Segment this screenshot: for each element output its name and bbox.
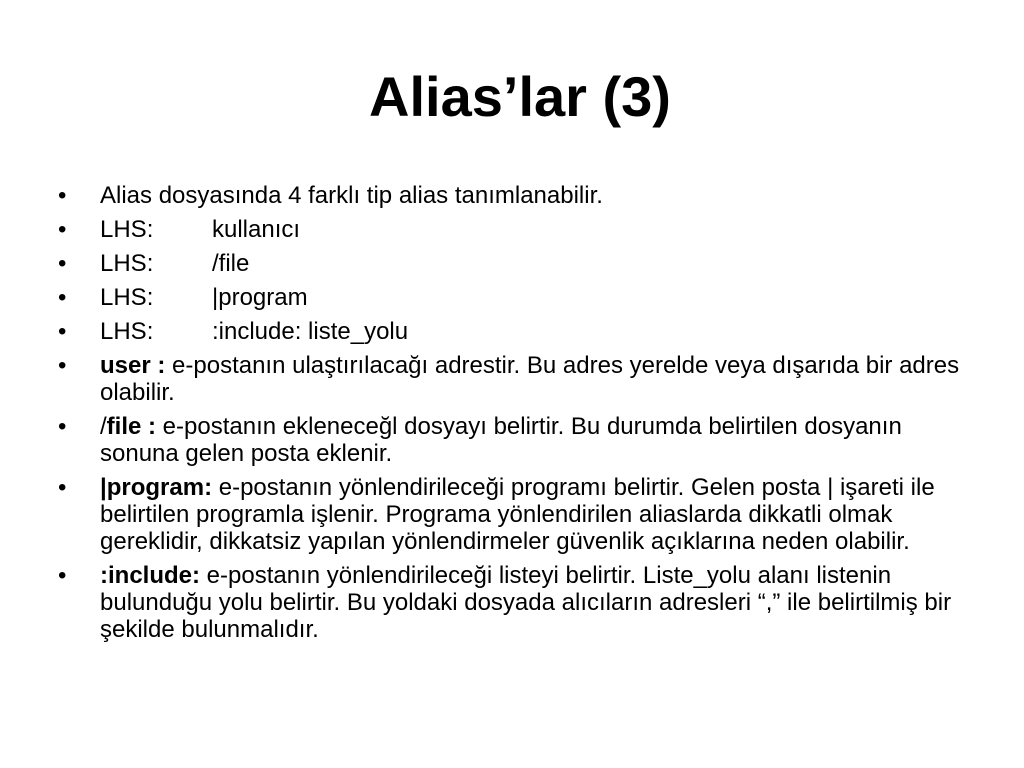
term-include: :include: [100, 562, 200, 589]
list-item [58, 216, 968, 243]
list-item [58, 182, 968, 209]
list-item [58, 352, 968, 406]
bullet-icon: • [58, 216, 67, 243]
lhs-value: |program [212, 284, 308, 311]
lhs-label: LHS: [100, 216, 154, 243]
bullet-icon: • [58, 250, 67, 277]
lhs-label: LHS: [100, 318, 154, 345]
term-description: e-postanın yönlendirileceği programı belirtir. Gelen posta | işareti ile belirtilen programla işlenir. Programa yönlendirilen aliaslarda dikkatli olmak gereklidir, dikkatsiz yapılan yönlendirmeler güvenlik açıklarına neden olabilir. [100, 474, 935, 555]
bullet-icon: • [58, 413, 67, 440]
bullet-icon: • [58, 318, 67, 345]
list-item [58, 250, 968, 277]
slide-title: Alias’lar (3) [369, 65, 671, 128]
list-item [58, 413, 968, 467]
term-description: e-postanın ekleneceğl dosyayı belirtir. Bu durumda belirtilen dosyanın sonuna gelen posta eklenir. [100, 413, 902, 467]
term-description: e-postanın ulaştırılacağı adrestir. Bu adres yerelde veya dışarıda bir adres olabilir. [100, 352, 960, 406]
term-prefix: / [100, 413, 107, 440]
lhs-label: LHS: [100, 250, 154, 277]
term-description: e-postanın yönlendirileceği listeyi belirtir. Liste_yolu alanı listenin bulunduğu yolu belirtir. Bu yoldaki dosyada alıcıların adresleri “,” ile belirtilmiş bir şekilde bulunmalıdır. [100, 562, 952, 643]
item-text: Alias dosyasında 4 farklı tip alias tanımlanabilir. [100, 182, 603, 209]
list-item [58, 474, 968, 555]
list-item [58, 562, 968, 643]
list-item [58, 318, 968, 345]
lhs-value: :include: liste_yolu [212, 318, 409, 345]
term-user: user : [100, 352, 166, 379]
lhs-label: LHS: [100, 284, 154, 311]
bullet-icon: • [58, 182, 67, 209]
bullet-icon: • [58, 562, 67, 589]
list-item [58, 284, 968, 311]
term-program: |program: [100, 474, 213, 501]
lhs-value: /file [212, 250, 250, 277]
bullet-icon: • [58, 352, 67, 379]
term-file: file : [106, 413, 157, 440]
bullet-icon: • [58, 284, 67, 311]
bullet-icon: • [58, 474, 67, 501]
bullet-list [58, 182, 968, 650]
lhs-value: kullanıcı [212, 216, 301, 243]
